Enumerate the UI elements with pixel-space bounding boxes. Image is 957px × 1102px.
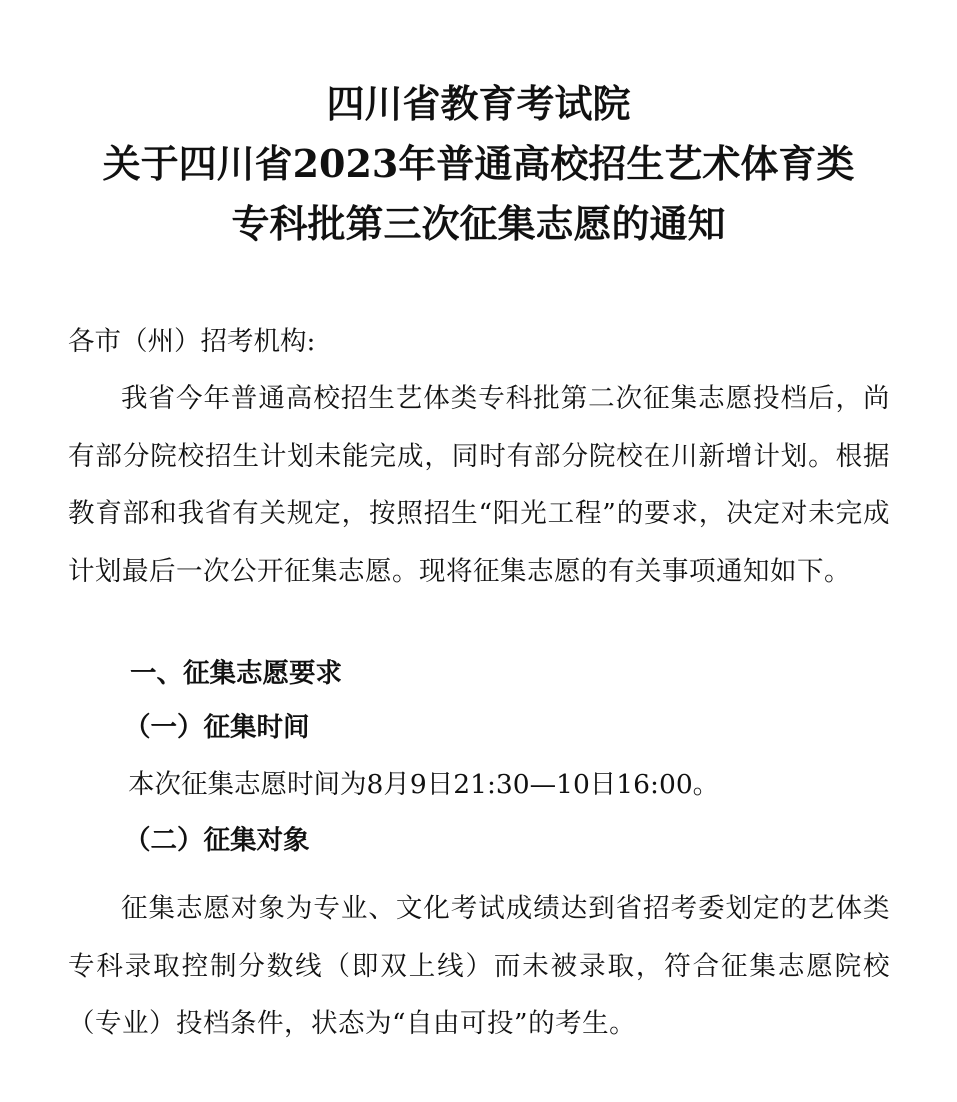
document-title-line-3: 专科批第三次征集志愿的通知 bbox=[231, 201, 726, 246]
section-heading-requirements: 一、征集志愿要求 bbox=[130, 658, 342, 689]
document-title-line-1: 四川省教育考试院 bbox=[326, 81, 631, 126]
subsection-heading-time: （一）征集时间 bbox=[124, 712, 310, 743]
salutation: 各市（州）招考机构: bbox=[68, 326, 316, 357]
collection-time-text: 本次征集志愿时间为8月9日21:30—10日16:00。 bbox=[128, 769, 720, 800]
intro-paragraph: 我省今年普通高校招生艺体类专科批第二次征集志愿投档后，尚有部分院校招生计划未能完成，同时有部分院校在川新增计划。根据教育部和我省有关规定，按照招生“阳光工程”的要求，决定对未完成计划最后一次公开征集志愿。现将征集志愿的有关事项通知如下。 bbox=[68, 383, 890, 587]
subsection-heading-targets: （二）征集对象 bbox=[124, 825, 310, 856]
collection-targets-paragraph: 征集志愿对象为专业、文化考试成绩达到省招考委划定的艺体类专科录取控制分数线（即双上线）而未被录取，符合征集志愿院校（专业）投档条件，状态为“自由可投”的考生。 bbox=[68, 893, 890, 1039]
document-title-line-2: 关于四川省2023年普通高校招生艺术体育类 bbox=[102, 141, 855, 186]
